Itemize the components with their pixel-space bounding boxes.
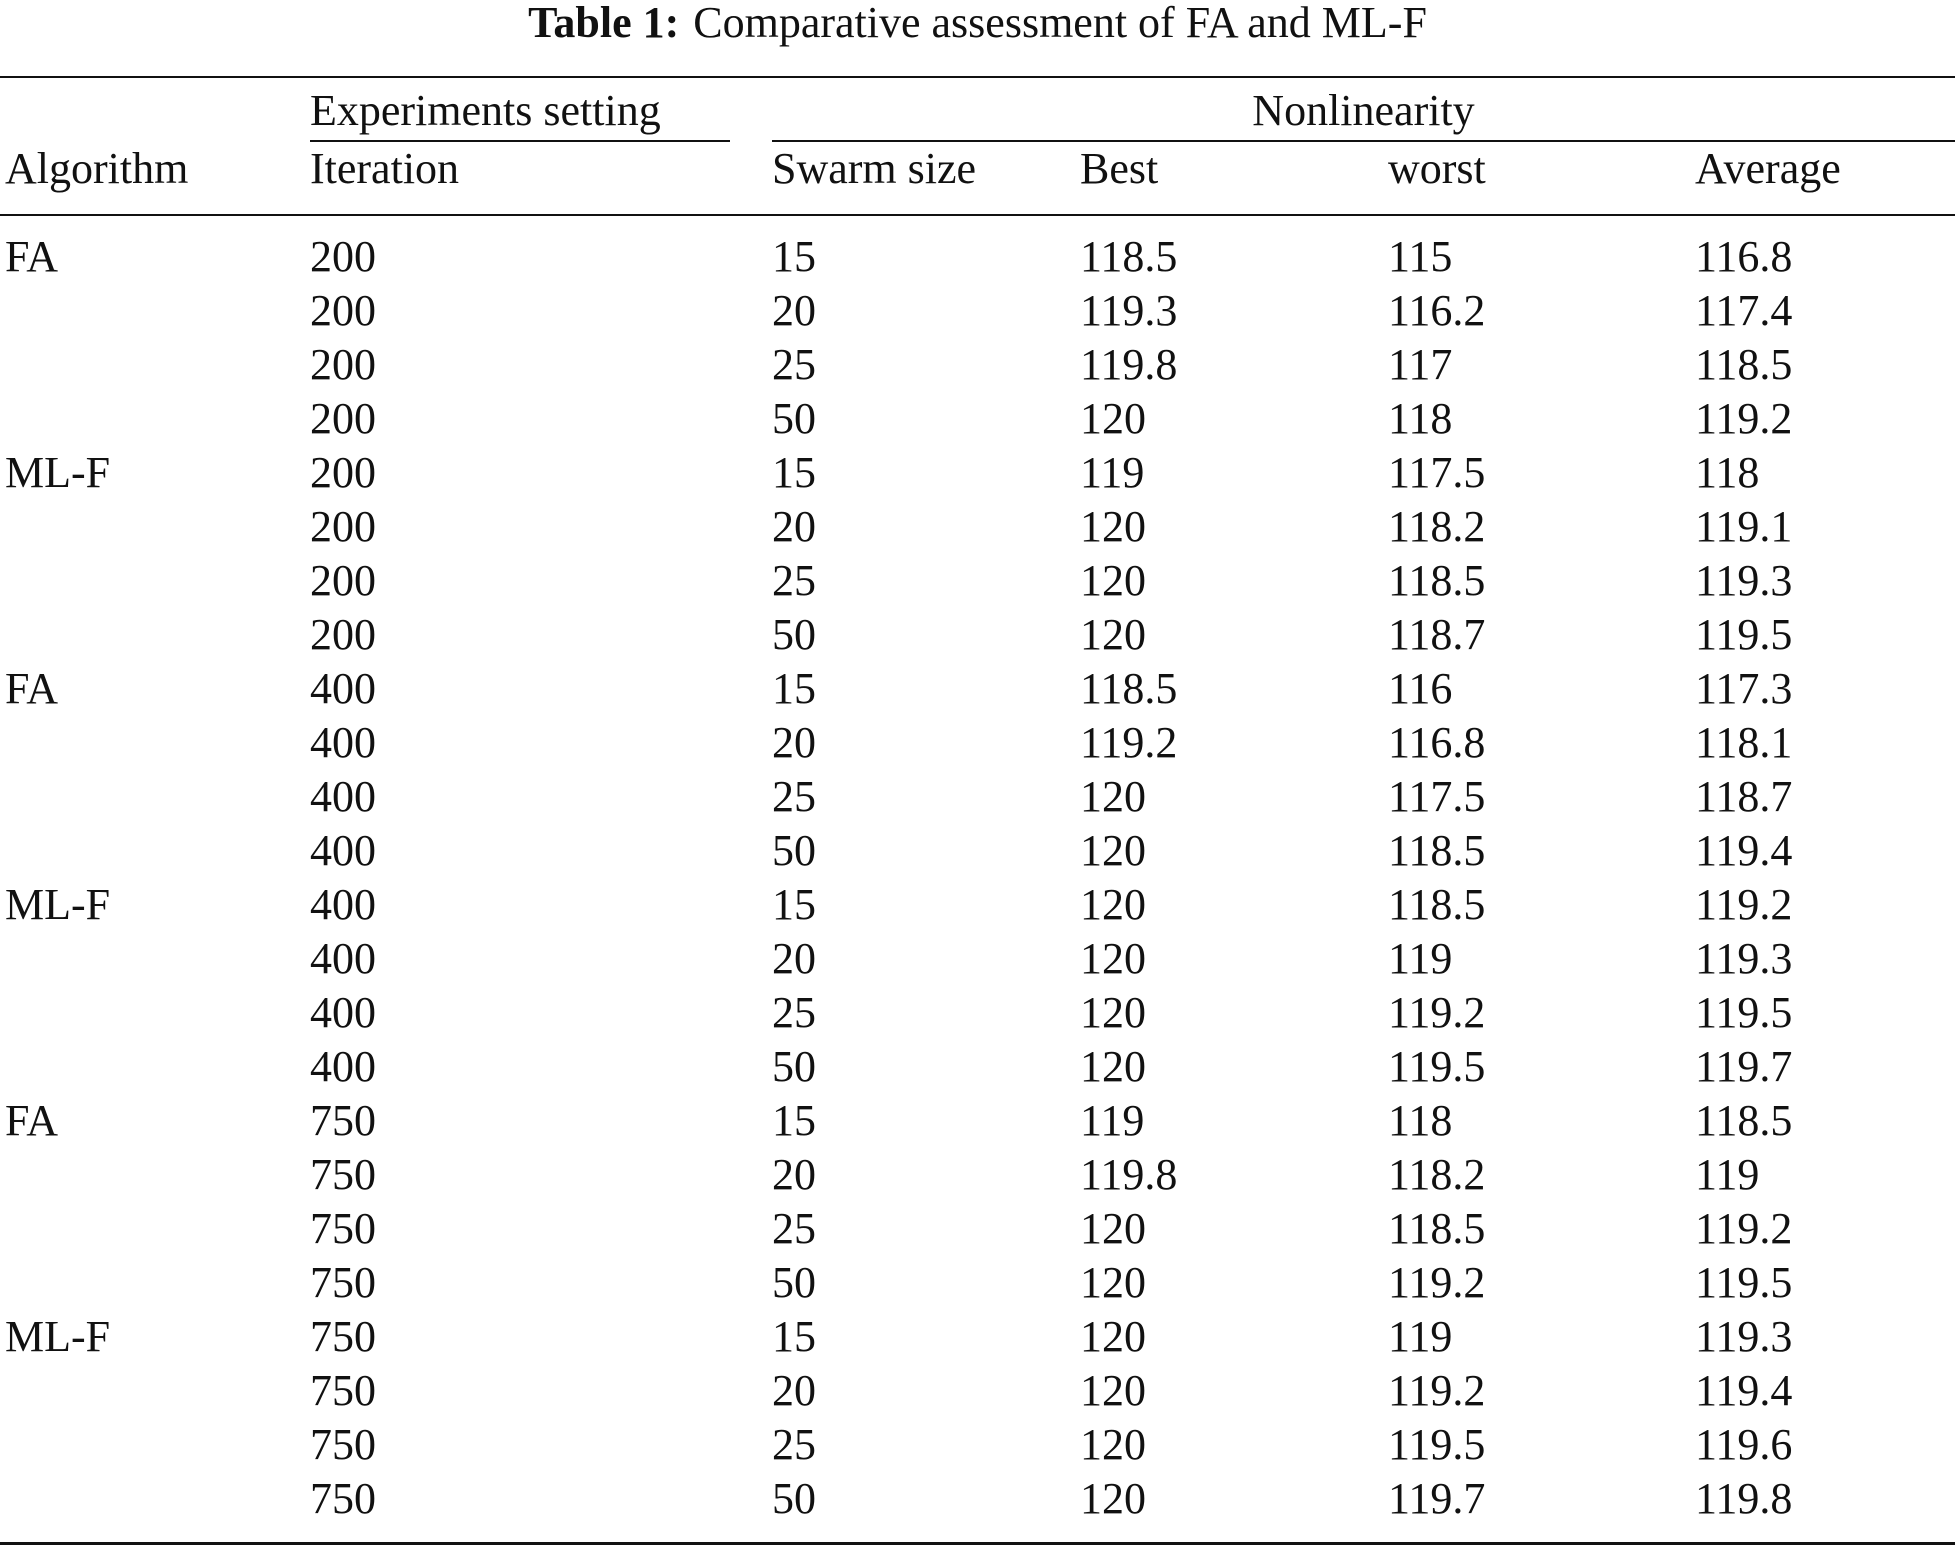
cell-worst: 119.7	[1388, 1474, 1486, 1523]
cell-iteration: 750	[310, 1312, 376, 1361]
table-row	[0, 1476, 1955, 1530]
cell-swarm-size: 20	[772, 1366, 816, 1415]
table-row	[0, 666, 1955, 720]
cell-iteration: 400	[310, 880, 376, 929]
header-rule	[0, 214, 1955, 216]
cell-average: 118.5	[1695, 340, 1793, 389]
cell-iteration: 400	[310, 826, 376, 875]
column-header-best: Best	[1080, 144, 1159, 193]
cell-best: 119.8	[1080, 1150, 1178, 1199]
cell-best: 120	[1080, 934, 1146, 983]
cell-worst: 118.5	[1388, 880, 1486, 929]
table-row	[0, 450, 1955, 504]
cell-swarm-size: 15	[772, 880, 816, 929]
cell-worst: 116.8	[1388, 718, 1486, 767]
cell-average: 119.2	[1695, 1204, 1793, 1253]
cell-swarm-size: 15	[772, 664, 816, 713]
cell-best: 120	[1080, 1312, 1146, 1361]
cell-iteration: 750	[310, 1258, 376, 1307]
table-row	[0, 1152, 1955, 1206]
cell-best: 120	[1080, 556, 1146, 605]
table-row	[0, 882, 1955, 936]
cell-average: 119.5	[1695, 610, 1793, 659]
cell-best: 119.2	[1080, 718, 1178, 767]
cell-iteration: 200	[310, 448, 376, 497]
cell-average: 119.8	[1695, 1474, 1793, 1523]
cell-algorithm: ML-F	[5, 448, 111, 497]
table-row	[0, 1422, 1955, 1476]
cell-iteration: 400	[310, 664, 376, 713]
cell-swarm-size: 20	[772, 1150, 816, 1199]
cell-iteration: 400	[310, 772, 376, 821]
cell-iteration: 200	[310, 286, 376, 335]
cell-worst: 116.2	[1388, 286, 1486, 335]
cell-swarm-size: 25	[772, 772, 816, 821]
cell-average: 117.3	[1695, 664, 1793, 713]
cell-best: 120	[1080, 826, 1146, 875]
cell-worst: 119.2	[1388, 1366, 1486, 1415]
cell-average: 116.8	[1695, 232, 1793, 281]
cell-swarm-size: 50	[772, 1474, 816, 1523]
cell-best: 120	[1080, 610, 1146, 659]
column-header-swarm-size: Swarm size	[772, 144, 977, 193]
table-body	[0, 234, 1955, 1530]
cell-iteration: 750	[310, 1096, 376, 1145]
table-row	[0, 1044, 1955, 1098]
table-row	[0, 504, 1955, 558]
cell-best: 120	[1080, 988, 1146, 1037]
cell-best: 120	[1080, 1258, 1146, 1307]
cell-iteration: 200	[310, 340, 376, 389]
cell-iteration: 750	[310, 1474, 376, 1523]
cell-average: 119.3	[1695, 934, 1793, 983]
cell-average: 119	[1695, 1150, 1760, 1199]
table-row	[0, 720, 1955, 774]
cell-average: 119.6	[1695, 1420, 1793, 1469]
cell-average: 119.2	[1695, 880, 1793, 929]
cell-swarm-size: 25	[772, 1420, 816, 1469]
cell-iteration: 200	[310, 556, 376, 605]
table-row	[0, 1368, 1955, 1422]
cell-worst: 118.5	[1388, 1204, 1486, 1253]
cell-average: 119.5	[1695, 988, 1793, 1037]
cell-worst: 118	[1388, 1096, 1453, 1145]
cell-worst: 118.7	[1388, 610, 1486, 659]
cell-worst: 119.5	[1388, 1420, 1486, 1469]
cell-worst: 118.2	[1388, 502, 1486, 551]
cell-swarm-size: 20	[772, 718, 816, 767]
cell-worst: 117.5	[1388, 772, 1486, 821]
cell-average: 119.4	[1695, 826, 1793, 875]
cell-worst: 116	[1388, 664, 1453, 713]
cell-best: 120	[1080, 1366, 1146, 1415]
cell-best: 120	[1080, 880, 1146, 929]
cell-average: 119.5	[1695, 1258, 1793, 1307]
cell-swarm-size: 50	[772, 1042, 816, 1091]
cell-iteration: 400	[310, 934, 376, 983]
cell-worst: 119	[1388, 934, 1453, 983]
table-row	[0, 1260, 1955, 1314]
cell-iteration: 200	[310, 610, 376, 659]
cell-swarm-size: 20	[772, 934, 816, 983]
cell-iteration: 200	[310, 232, 376, 281]
cell-average: 119.3	[1695, 1312, 1793, 1361]
cell-iteration: 750	[310, 1420, 376, 1469]
cell-iteration: 400	[310, 718, 376, 767]
table-row	[0, 288, 1955, 342]
group-header-nonlinearity: Nonlinearity	[1252, 86, 1475, 135]
table-row	[0, 1314, 1955, 1368]
cell-iteration: 400	[310, 1042, 376, 1091]
cell-average: 118.5	[1695, 1096, 1793, 1145]
cell-algorithm: FA	[5, 232, 58, 281]
cell-worst: 118	[1388, 394, 1453, 443]
experiments-group-rule	[310, 140, 730, 142]
table-row	[0, 1098, 1955, 1152]
cell-iteration: 750	[310, 1204, 376, 1253]
cell-best: 120	[1080, 1420, 1146, 1469]
cell-algorithm: FA	[5, 664, 58, 713]
cell-iteration: 400	[310, 988, 376, 1037]
cell-average: 119.3	[1695, 556, 1793, 605]
cell-swarm-size: 25	[772, 988, 816, 1037]
cell-swarm-size: 50	[772, 1258, 816, 1307]
table-row	[0, 828, 1955, 882]
column-header-worst: worst	[1388, 144, 1486, 193]
cell-swarm-size: 25	[772, 1204, 816, 1253]
table-row	[0, 774, 1955, 828]
cell-swarm-size: 20	[772, 502, 816, 551]
cell-worst: 119	[1388, 1312, 1453, 1361]
table-row	[0, 612, 1955, 666]
cell-best: 120	[1080, 1042, 1146, 1091]
cell-swarm-size: 50	[772, 610, 816, 659]
cell-best: 120	[1080, 1474, 1146, 1523]
table-row	[0, 990, 1955, 1044]
cell-average: 119.1	[1695, 502, 1793, 551]
top-rule	[0, 76, 1955, 78]
cell-worst: 115	[1388, 232, 1453, 281]
cell-best: 120	[1080, 394, 1146, 443]
table-row	[0, 234, 1955, 288]
cell-worst: 117	[1388, 340, 1453, 389]
caption-text: Comparative assessment of FA and ML-F	[693, 0, 1427, 47]
cell-worst: 118.2	[1388, 1150, 1486, 1199]
table-caption	[0, 0, 1955, 46]
cell-average: 119.4	[1695, 1366, 1793, 1415]
table-row	[0, 936, 1955, 990]
cell-iteration: 200	[310, 394, 376, 443]
cell-best: 118.5	[1080, 232, 1178, 281]
cell-worst: 119.2	[1388, 988, 1486, 1037]
cell-best: 120	[1080, 502, 1146, 551]
column-header-algorithm: Algorithm	[5, 144, 189, 193]
cell-algorithm: ML-F	[5, 1312, 111, 1361]
column-header-average: Average	[1695, 144, 1841, 193]
cell-average: 118.7	[1695, 772, 1793, 821]
cell-swarm-size: 25	[772, 340, 816, 389]
cell-average: 119.2	[1695, 394, 1793, 443]
cell-iteration: 200	[310, 502, 376, 551]
cell-worst: 119.5	[1388, 1042, 1486, 1091]
cell-best: 120	[1080, 1204, 1146, 1253]
table-row	[0, 342, 1955, 396]
cell-average: 119.7	[1695, 1042, 1793, 1091]
cell-swarm-size: 15	[772, 232, 816, 281]
cell-average: 118	[1695, 448, 1760, 497]
table-row	[0, 558, 1955, 612]
cell-best: 119.3	[1080, 286, 1178, 335]
cell-iteration: 750	[310, 1366, 376, 1415]
cell-swarm-size: 50	[772, 394, 816, 443]
cell-average: 118.1	[1695, 718, 1793, 767]
table-row	[0, 1206, 1955, 1260]
cell-average: 117.4	[1695, 286, 1793, 335]
column-header-iteration: Iteration	[310, 144, 460, 193]
cell-algorithm: ML-F	[5, 880, 111, 929]
cell-iteration: 750	[310, 1150, 376, 1199]
cell-worst: 118.5	[1388, 826, 1486, 875]
nonlinearity-group-rule	[772, 140, 1955, 142]
caption-label: Table 1:	[528, 0, 680, 47]
cell-swarm-size: 50	[772, 826, 816, 875]
cell-best: 119	[1080, 1096, 1145, 1145]
cell-worst: 119.2	[1388, 1258, 1486, 1307]
cell-best: 119	[1080, 448, 1145, 497]
cell-algorithm: FA	[5, 1096, 58, 1145]
cell-best: 120	[1080, 772, 1146, 821]
cell-swarm-size: 15	[772, 1096, 816, 1145]
cell-worst: 117.5	[1388, 448, 1486, 497]
cell-swarm-size: 20	[772, 286, 816, 335]
cell-best: 119.8	[1080, 340, 1178, 389]
cell-worst: 118.5	[1388, 556, 1486, 605]
cell-swarm-size: 25	[772, 556, 816, 605]
cell-best: 118.5	[1080, 664, 1178, 713]
table-row	[0, 396, 1955, 450]
cell-swarm-size: 15	[772, 448, 816, 497]
cell-swarm-size: 15	[772, 1312, 816, 1361]
group-header-experiments: Experiments setting	[310, 86, 661, 135]
